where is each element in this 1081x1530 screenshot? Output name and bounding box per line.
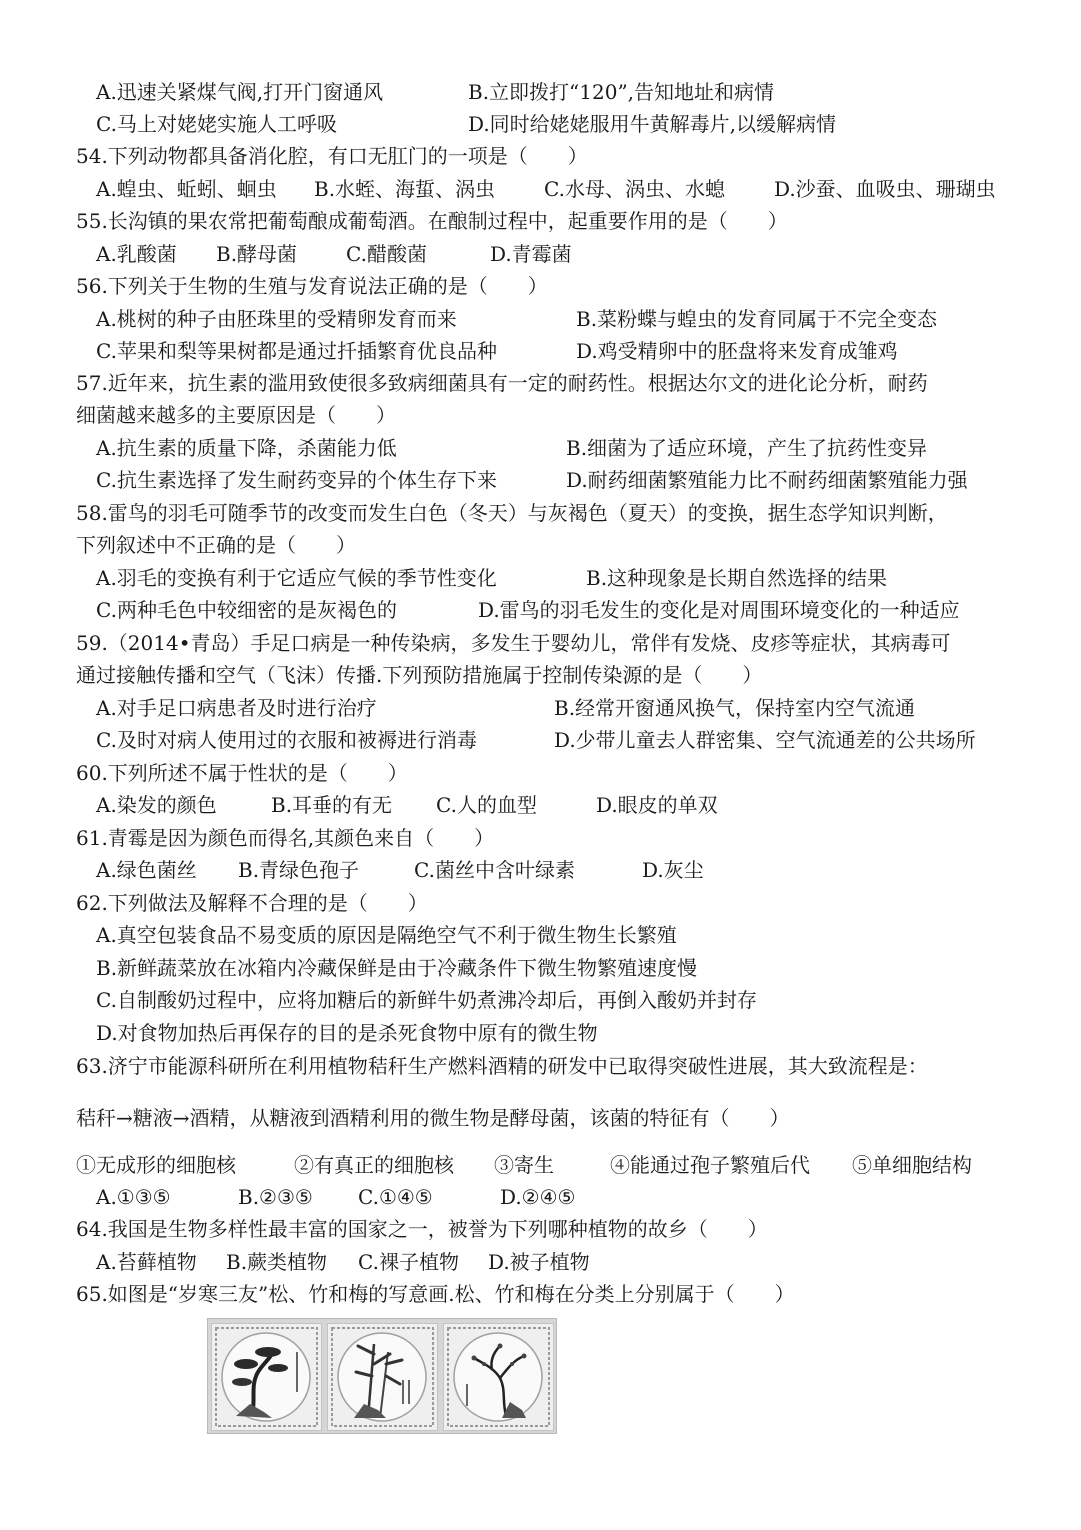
stem-text: 秸秆→糖液→酒精，从糖液到酒精利用的微生物是酵母菌，该菌的特征有（ ） <box>76 1106 790 1130</box>
option-a: A.①③⑤ <box>96 1185 171 1209</box>
stem-text: 60.下列所述不属于性状的是（ ） <box>76 761 408 785</box>
choice-5: ⑤单细胞结构 <box>852 1153 972 1177</box>
option-a: A.对手足口病患者及时进行治疗 <box>96 696 377 720</box>
option-d: D.青霉菌 <box>490 242 572 266</box>
option-c: C.自制酸奶过程中，应将加糖后的新鲜牛奶煮沸冷却后，再倒入酸奶并封存 <box>96 988 757 1012</box>
option-d: D.耐药细菌繁殖能力比不耐药细菌繁殖能力强 <box>566 468 968 492</box>
option-c: C.马上对姥姥实施人工呼吸 <box>96 112 337 136</box>
option-d: D.少带儿童去人群密集、空气流通差的公共场所 <box>554 728 976 752</box>
option-a: A.苔藓植物 <box>96 1250 197 1274</box>
option-b: B.②③⑤ <box>238 1185 313 1209</box>
stem-text: 57.近年来，抗生素的滥用致使很多致病细菌具有一定的耐药性。根据达尔文的进化论分析，耐药 <box>76 371 928 395</box>
option-d: D.被子植物 <box>488 1250 590 1274</box>
option-b: B.菜粉蝶与蝗虫的发育同属于不完全变态 <box>576 307 938 331</box>
option-b: B.青绿色孢子 <box>238 858 360 882</box>
option-d: D.同时给姥姥服用牛黄解毒片,以缓解病情 <box>468 112 837 136</box>
stem-text: 62.下列做法及解释不合理的是（ ） <box>76 891 428 915</box>
choice-2: ②有真正的细胞核 <box>294 1153 454 1177</box>
stem-text: 下列叙述中不正确的是（ ） <box>76 533 356 557</box>
option-c: C.抗生素选择了发生耐药变异的个体生存下来 <box>96 468 497 492</box>
option-a: A.桃树的种子由胚珠里的受精卵发育而来 <box>96 307 457 331</box>
option-b: B.水蛭、海蜇、涡虫 <box>314 177 496 201</box>
option-b: B.细菌为了适应环境，产生了抗药性变异 <box>566 436 928 460</box>
option-a: A.真空包装食品不易变质的原因是隔绝空气不利于微生物生长繁殖 <box>96 923 677 947</box>
choice-4: ④能通过孢子繁殖后代 <box>610 1153 810 1177</box>
pine-painting <box>211 1323 322 1431</box>
stem-text: 55.长沟镇的果农常把葡萄酿成葡萄酒。在酿制过程中，起重要作用的是（ ） <box>76 209 788 233</box>
option-a: A.染发的颜色 <box>96 793 217 817</box>
stem-text: 64.我国是生物多样性最丰富的国家之一，被誉为下列哪种植物的故乡（ ） <box>76 1217 768 1241</box>
stem-text: 通过接触传播和空气（飞沫）传播.下列预防措施属于控制传染源的是（ ） <box>76 663 763 687</box>
plum-painting <box>443 1323 554 1431</box>
choice-1: ①无成形的细胞核 <box>76 1153 236 1177</box>
option-a: A.抗生素的质量下降，杀菌能力低 <box>96 436 397 460</box>
stem-text: 63.济宁市能源科研所在利用植物秸秆生产燃料酒精的研发中已取得突破性进展，其大致流程是： <box>76 1054 928 1078</box>
option-d: D.对食物加热后再保存的目的是杀死食物中原有的微生物 <box>96 1021 598 1045</box>
three-friends-figure <box>207 1318 557 1434</box>
option-d: D.鸡受精卵中的胚盘将来发育成雏鸡 <box>576 339 898 363</box>
stem-text: 56.下列关于生物的生殖与发育说法正确的是（ ） <box>76 274 548 298</box>
stem-text: 59.（2014•青岛）手足口病是一种传染病，多发生于婴幼儿，常伴有发烧、皮疹等症状，其病毒可 <box>76 631 951 655</box>
option-c: C.醋酸菌 <box>346 242 427 266</box>
option-a: A.迅速关紧煤气阀,打开门窗通风 <box>96 80 384 104</box>
option-c: C.①④⑤ <box>358 1185 433 1209</box>
stem-text: 65.如图是“岁寒三友”松、竹和梅的写意画.松、竹和梅在分类上分别属于（ ） <box>76 1282 795 1306</box>
stem-text: 61.青霉是因为颜色而得名,其颜色来自（ ） <box>76 826 495 850</box>
option-b: B.这种现象是长期自然选择的结果 <box>586 566 888 590</box>
option-c: C.菌丝中含叶绿素 <box>414 858 575 882</box>
option-d: D.雷鸟的羽毛发生的变化是对周围环境变化的一种适应 <box>478 598 960 622</box>
option-a: A.蝗虫、蚯蚓、蛔虫 <box>96 177 277 201</box>
option-a: A.乳酸菌 <box>96 242 177 266</box>
option-b: B.新鲜蔬菜放在冰箱内冷藏保鲜是由于冷藏条件下微生物繁殖速度慢 <box>96 956 698 980</box>
choice-3: ③寄生 <box>494 1153 554 1177</box>
option-d: D.灰尘 <box>642 858 704 882</box>
option-b: B.酵母菌 <box>216 242 298 266</box>
option-c: C.人的血型 <box>436 793 537 817</box>
stem-text: 54.下列动物都具备消化腔，有口无肛门的一项是（ ） <box>76 144 588 168</box>
option-a: A.绿色菌丝 <box>96 858 197 882</box>
option-c: C.苹果和梨等果树都是通过扦插繁育优良品种 <box>96 339 497 363</box>
option-c: C.裸子植物 <box>358 1250 459 1274</box>
option-d: D.沙蚕、血吸虫、珊瑚虫 <box>774 177 996 201</box>
option-d: D.②④⑤ <box>500 1185 576 1209</box>
stem-text: 58.雷鸟的羽毛可随季节的改变而发生白色（冬天）与灰褐色（夏天）的变换，据生态学知识判断， <box>76 501 948 525</box>
option-b: B.耳垂的有无 <box>271 793 393 817</box>
option-b: B.立即拨打“120”,告知地址和病情 <box>468 80 775 104</box>
option-b: B.经常开窗通风换气，保持室内空气流通 <box>554 696 916 720</box>
option-d: D.眼皮的单双 <box>596 793 718 817</box>
option-c: C.两种毛色中较细密的是灰褐色的 <box>96 598 397 622</box>
option-a: A.羽毛的变换有利于它适应气候的季节性变化 <box>96 566 497 590</box>
option-c: C.及时对病人使用过的衣服和被褥进行消毒 <box>96 728 477 752</box>
option-b: B.蕨类植物 <box>226 1250 328 1274</box>
stem-text: 细菌越来越多的主要原因是（ ） <box>76 403 396 427</box>
option-c: C.水母、涡虫、水螅 <box>544 177 725 201</box>
bamboo-painting <box>327 1323 438 1431</box>
